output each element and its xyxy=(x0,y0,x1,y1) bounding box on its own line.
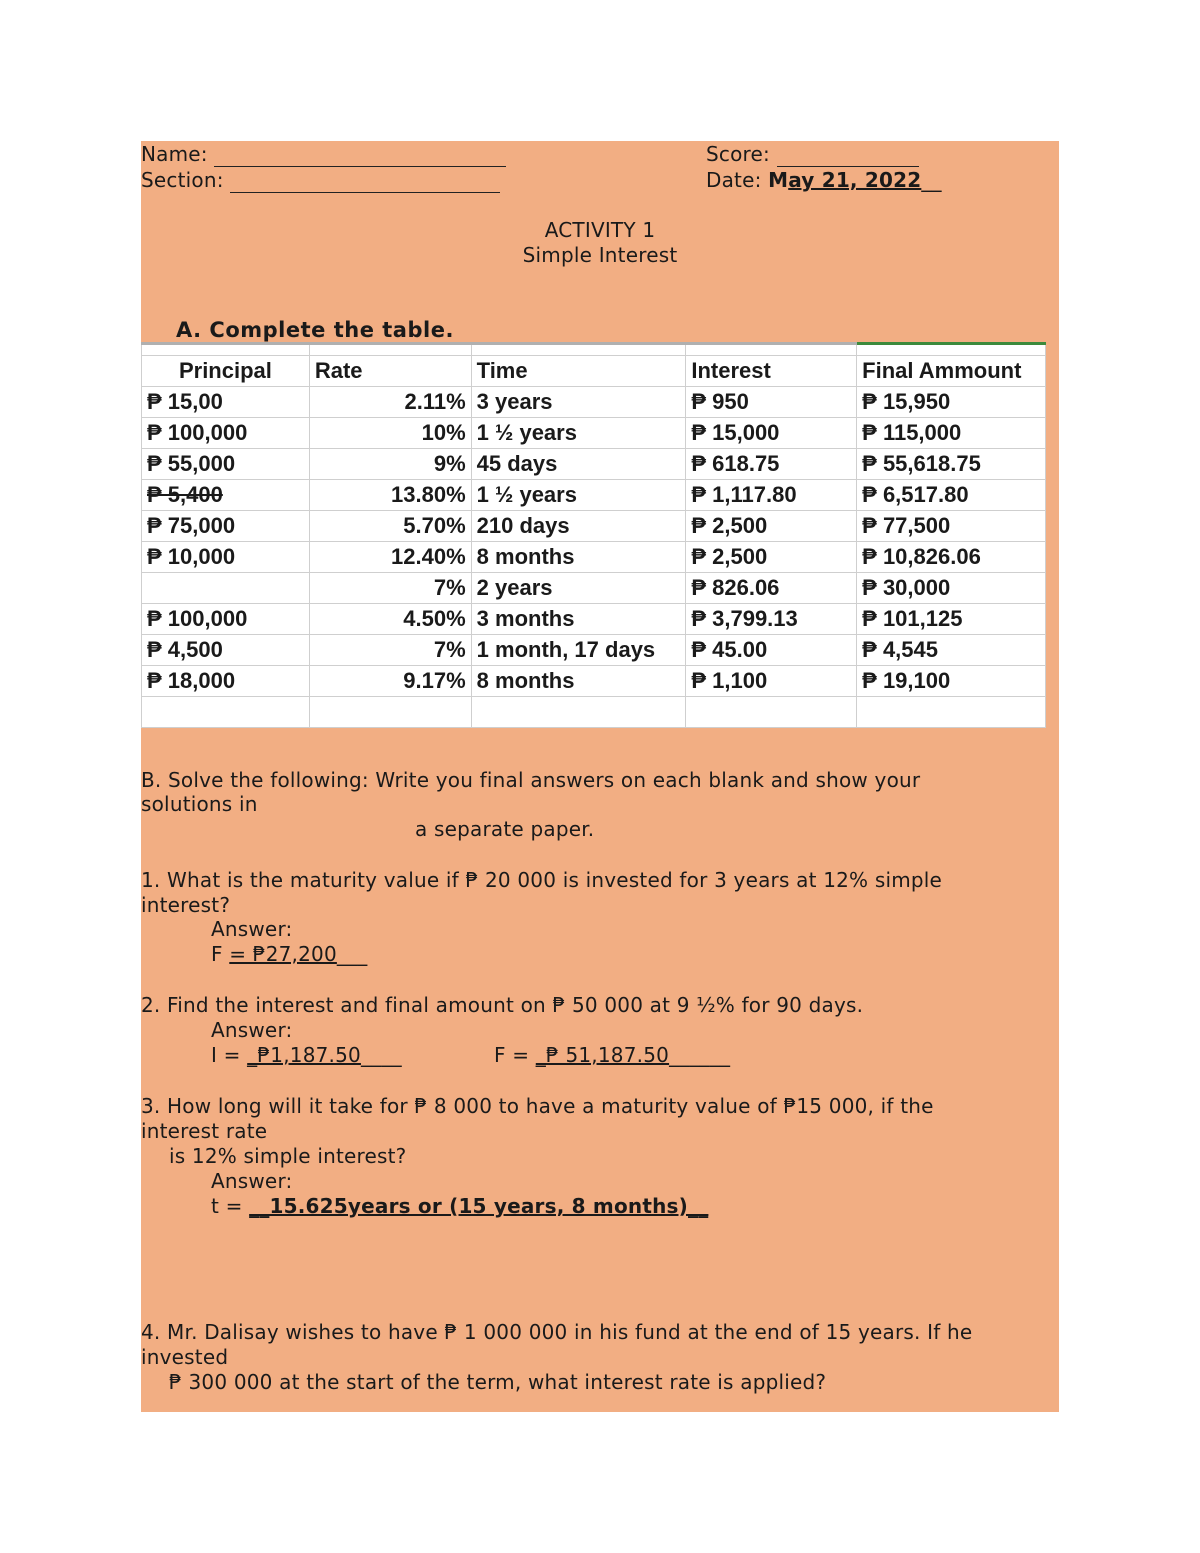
q3-t-value: __15.625years or (15 years, 8 months)__ xyxy=(249,1194,709,1218)
time-cell: 1 month, 17 days xyxy=(471,635,686,666)
time-cell: 1 ½ years xyxy=(471,418,686,449)
q1-answer-value: = ₱27,200 xyxy=(229,942,337,966)
principal-cell: ₱ 100,000 xyxy=(142,604,310,635)
final-amount-cell: ₱ 30,000 xyxy=(857,573,1046,604)
q2-i-value: _₱1,187.50 xyxy=(247,1043,361,1067)
interest-cell: ₱ 1,117.80 xyxy=(686,480,857,511)
score-row xyxy=(706,142,919,167)
table-empty-row xyxy=(142,697,1046,728)
principal-cell: ₱ 18,000 xyxy=(142,666,310,697)
q3-t-prefix: t = xyxy=(211,1194,250,1218)
date-value-prefix: M xyxy=(768,168,789,192)
activity-title: ACTIVITY 1 xyxy=(544,218,656,242)
date-value: ay 21, 2022 xyxy=(788,168,922,192)
final-amount-cell: ₱ 10,826.06 xyxy=(857,542,1046,573)
question-1-answer-label: Answer: xyxy=(211,917,293,941)
time-cell: 8 months xyxy=(471,542,686,573)
name-row xyxy=(141,142,506,167)
question-2-answer-label: Answer: xyxy=(211,1018,293,1042)
interest-cell: ₱ 45.00 xyxy=(686,635,857,666)
interest-cell: ₱ 2,500 xyxy=(686,542,857,573)
principal-cell: ₱ 10,000 xyxy=(142,542,310,573)
score-blank[interactable] xyxy=(777,142,919,167)
table-row xyxy=(142,573,1046,604)
name-blank[interactable] xyxy=(214,142,506,167)
date-trailing: __ xyxy=(921,168,942,192)
interest-cell: ₱ 3,799.13 xyxy=(686,604,857,635)
question-1-line2: interest? xyxy=(141,893,231,917)
question-4-line3: ₱ 300 000 at the start of the term, what interest rate is applied? xyxy=(169,1370,827,1394)
time-cell: 210 days xyxy=(471,511,686,542)
table-row xyxy=(142,418,1046,449)
final-amount-cell: ₱ 77,500 xyxy=(857,511,1046,542)
rate-cell: 4.50% xyxy=(309,604,471,635)
date-row xyxy=(706,168,942,192)
question-2-interest-answer xyxy=(211,1043,402,1067)
interest-cell: ₱ 1,100 xyxy=(686,666,857,697)
interest-cell: ₱ 950 xyxy=(686,387,857,418)
interest-cell: ₱ 826.06 xyxy=(686,573,857,604)
principal-cell: ₱ 4,500 xyxy=(142,635,310,666)
col-header-principal: Principal xyxy=(142,356,310,387)
time-cell: 8 months xyxy=(471,666,686,697)
table-header-row xyxy=(142,356,1046,387)
question-4-line1: 4. Mr. Dalisay wishes to have ₱ 1 000 000 in his fund at the end of 15 years. If he xyxy=(141,1320,973,1344)
table-row xyxy=(142,449,1046,480)
principal-cell: ₱ 55,000 xyxy=(142,449,310,480)
col-header-time: Time xyxy=(471,356,686,387)
time-cell: 2 years xyxy=(471,573,686,604)
section-row xyxy=(141,168,500,193)
question-1-line1: 1. What is the maturity value if ₱ 20 000 is invested for 3 years at 12% simple xyxy=(141,868,943,892)
name-label: Name: xyxy=(141,142,208,166)
question-2-final-answer xyxy=(494,1043,730,1067)
q2-i-prefix: I = xyxy=(211,1043,248,1067)
part-b-instruction-line3: a separate paper. xyxy=(415,817,595,841)
table-row xyxy=(142,635,1046,666)
q2-f-value: _₱ 51,187.50 xyxy=(535,1043,670,1067)
part-b-instruction-line1: B. Solve the following: Write you final answers on each blank and show your xyxy=(141,768,921,792)
time-cell: 1 ½ years xyxy=(471,480,686,511)
rate-cell: 9.17% xyxy=(309,666,471,697)
q1-answer-tail: ___ xyxy=(336,942,368,966)
rate-cell: 10% xyxy=(309,418,471,449)
final-amount-cell: ₱ 4,545 xyxy=(857,635,1046,666)
q1-answer-prefix: F xyxy=(211,942,230,966)
col-header-interest: Interest xyxy=(686,356,857,387)
rate-cell: 13.80% xyxy=(309,480,471,511)
question-3-line1: 3. How long will it take for ₱ 8 000 to have a maturity value of ₱15 000, if the xyxy=(141,1094,934,1118)
q2-f-tail: ______ xyxy=(669,1043,731,1067)
final-amount-cell: ₱ 19,100 xyxy=(857,666,1046,697)
interest-table xyxy=(141,342,1046,728)
section-label: Section: xyxy=(141,168,224,192)
rate-cell: 2.11% xyxy=(309,387,471,418)
interest-cell: ₱ 2,500 xyxy=(686,511,857,542)
rate-cell: 7% xyxy=(309,573,471,604)
final-amount-cell: ₱ 115,000 xyxy=(857,418,1046,449)
final-amount-cell: ₱ 101,125 xyxy=(857,604,1046,635)
table-row xyxy=(142,604,1046,635)
score-label: Score: xyxy=(706,142,770,166)
table-row xyxy=(142,387,1046,418)
table-top-strip xyxy=(142,344,1046,356)
table-row xyxy=(142,542,1046,573)
part-a-heading: A. Complete the table. xyxy=(176,318,454,342)
rate-cell: 12.40% xyxy=(309,542,471,573)
rate-cell: 9% xyxy=(309,449,471,480)
principal-cell: ₱ 5,400 xyxy=(142,480,310,511)
date-label: Date: xyxy=(706,168,762,192)
question-3-answer xyxy=(211,1194,708,1218)
question-2-line1: 2. Find the interest and final amount on ₱ 50 000 at 9 ½% for 90 days. xyxy=(141,993,864,1017)
principal-cell: ₱ 100,000 xyxy=(142,418,310,449)
principal-cell: ₱ 15,00 xyxy=(142,387,310,418)
time-cell: 3 months xyxy=(471,604,686,635)
question-3-line2: interest rate xyxy=(141,1119,268,1143)
q2-i-tail: ____ xyxy=(360,1043,402,1067)
col-header-final-amount: Final Ammount xyxy=(857,356,1046,387)
question-3-line3: is 12% simple interest? xyxy=(169,1144,407,1168)
part-b-instruction-line2: solutions in xyxy=(141,792,258,816)
table-row xyxy=(142,480,1046,511)
question-1-answer xyxy=(211,942,368,966)
table-row xyxy=(142,511,1046,542)
rate-cell: 5.70% xyxy=(309,511,471,542)
section-blank[interactable] xyxy=(230,168,500,193)
time-cell: 3 years xyxy=(471,387,686,418)
principal-cell xyxy=(142,573,310,604)
interest-cell: ₱ 618.75 xyxy=(686,449,857,480)
q2-f-prefix: F = xyxy=(494,1043,536,1067)
final-amount-cell: ₱ 55,618.75 xyxy=(857,449,1046,480)
col-header-rate: Rate xyxy=(309,356,471,387)
activity-subtitle: Simple Interest xyxy=(522,243,678,267)
principal-cell: ₱ 75,000 xyxy=(142,511,310,542)
question-4-line2: invested xyxy=(141,1345,229,1369)
interest-cell: ₱ 15,000 xyxy=(686,418,857,449)
table-row xyxy=(142,666,1046,697)
question-3-answer-label: Answer: xyxy=(211,1169,293,1193)
final-amount-cell: ₱ 6,517.80 xyxy=(857,480,1046,511)
final-amount-cell: ₱ 15,950 xyxy=(857,387,1046,418)
rate-cell: 7% xyxy=(309,635,471,666)
time-cell: 45 days xyxy=(471,449,686,480)
